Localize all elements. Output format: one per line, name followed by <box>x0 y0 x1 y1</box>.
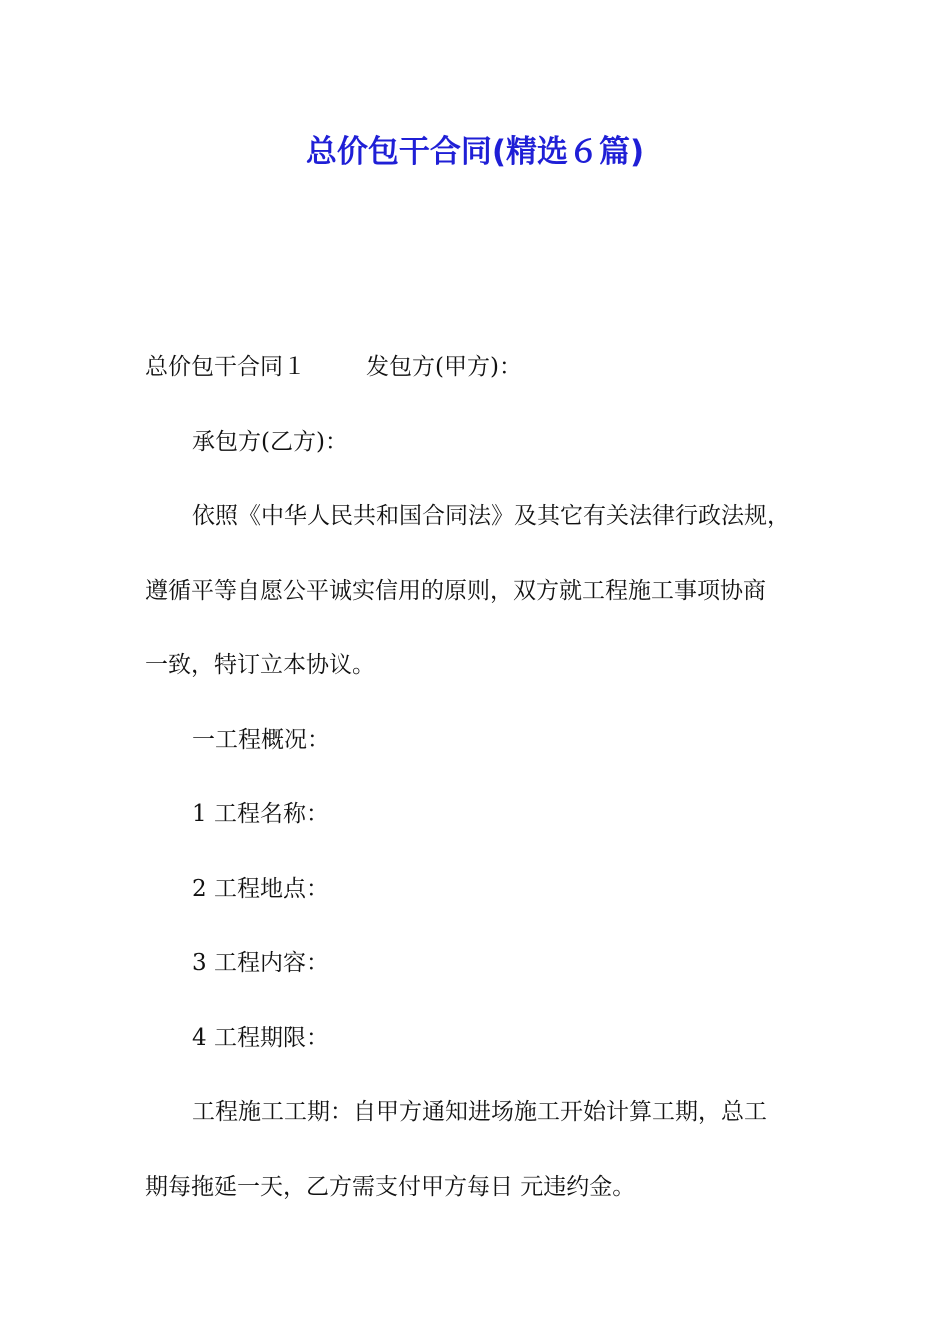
party-a-label: 发包方(甲方)： <box>366 354 522 380</box>
section-heading: 一工程概况： <box>192 726 330 753</box>
paragraph-line: 一致，特订立本协议。 <box>145 652 375 678</box>
list-item: 1 工程名称： <box>192 801 329 827</box>
contract-number: 总价包干合同１ <box>145 354 306 380</box>
paragraph-line: 期每拖延一天，乙方需支付甲方每日 元违约金。 <box>145 1173 636 1200</box>
paragraph-line: 遵循平等自愿公平诚实信用的原则，双方就工程施工事项协商 <box>145 577 766 604</box>
paragraph-line: 依照《中华人民共和国合同法》及其它有关法律行政法规， <box>192 503 790 529</box>
list-item: 2 工程地点： <box>192 875 329 902</box>
list-item: 4 工程期限： <box>192 1024 329 1051</box>
paragraph-line: 工程施工工期：自甲方通知进场施工开始计算工期，总工 <box>192 1099 767 1125</box>
document-title: 总价包干合同(精选６篇) <box>305 134 645 170</box>
document-body <box>145 330 835 1224</box>
contract-heading-line <box>145 330 835 405</box>
list-item: 3 工程内容： <box>192 950 329 976</box>
party-b-label: 承包方(乙方)： <box>192 428 348 455</box>
